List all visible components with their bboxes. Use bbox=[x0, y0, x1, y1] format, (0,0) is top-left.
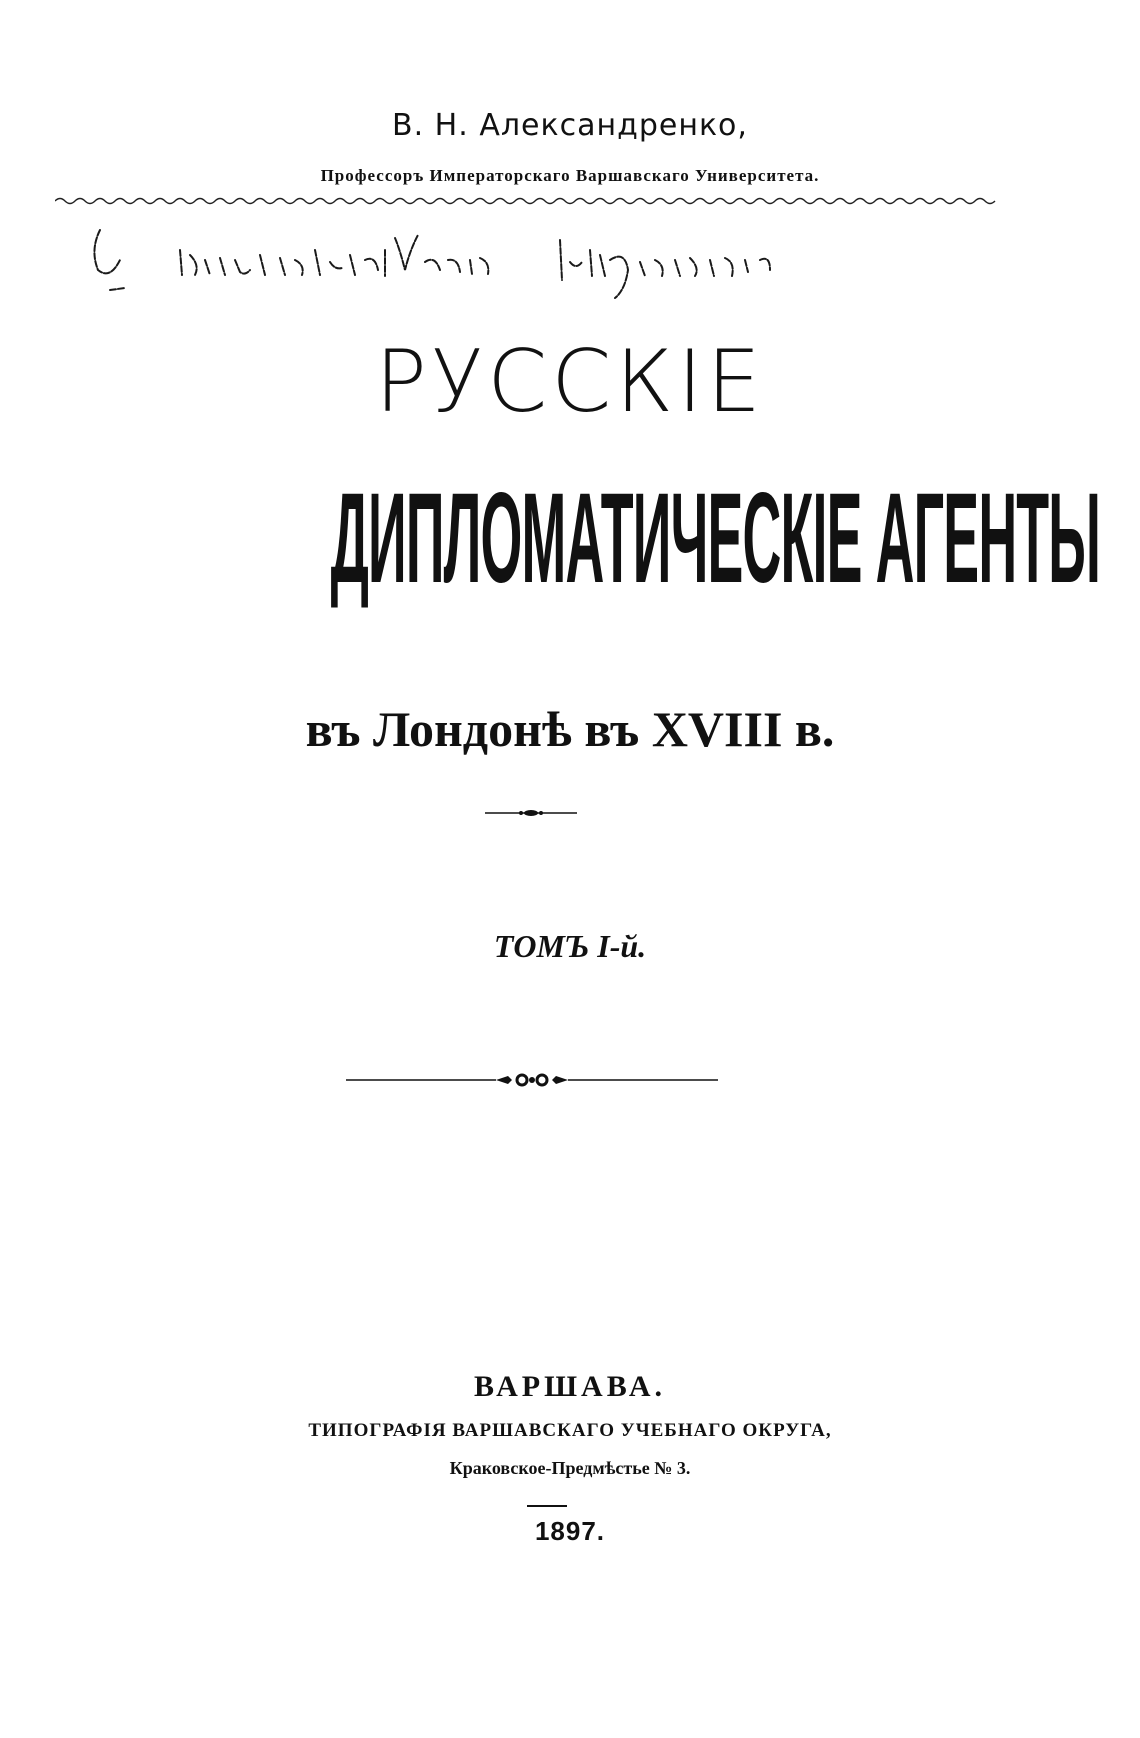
handwritten-signature bbox=[80, 210, 980, 310]
city: ВАРШАВА. bbox=[473, 1370, 666, 1403]
title-line-2: ДИПЛОМАТИЧЕСКІЕ АГЕНТЫ bbox=[330, 467, 1101, 610]
ornament-divider-large bbox=[346, 1072, 718, 1088]
printer: ТИПОГРАФІЯ ВАРШАВСКАГО УЧЕБНАГО ОКРУГА, bbox=[308, 1420, 832, 1441]
ornament-divider-small bbox=[485, 808, 577, 818]
publication-year: 1897. bbox=[534, 1516, 606, 1546]
title-line-3: въ Лондонѣ въ XVIII в. bbox=[305, 701, 835, 757]
author-title: Профессоръ Императорскаго Варшавскаго Университета. bbox=[320, 166, 820, 185]
volume-label: ТОМЪ І-й. bbox=[493, 928, 647, 964]
title-line-1: РУССКІЕ bbox=[374, 332, 765, 432]
wavy-divider bbox=[55, 196, 1000, 206]
printer-address: Краковское-Предмѣстье № 3. bbox=[449, 1458, 691, 1478]
author-name: В. Н. Александренко, bbox=[392, 108, 748, 143]
divider-rule bbox=[527, 1505, 567, 1507]
